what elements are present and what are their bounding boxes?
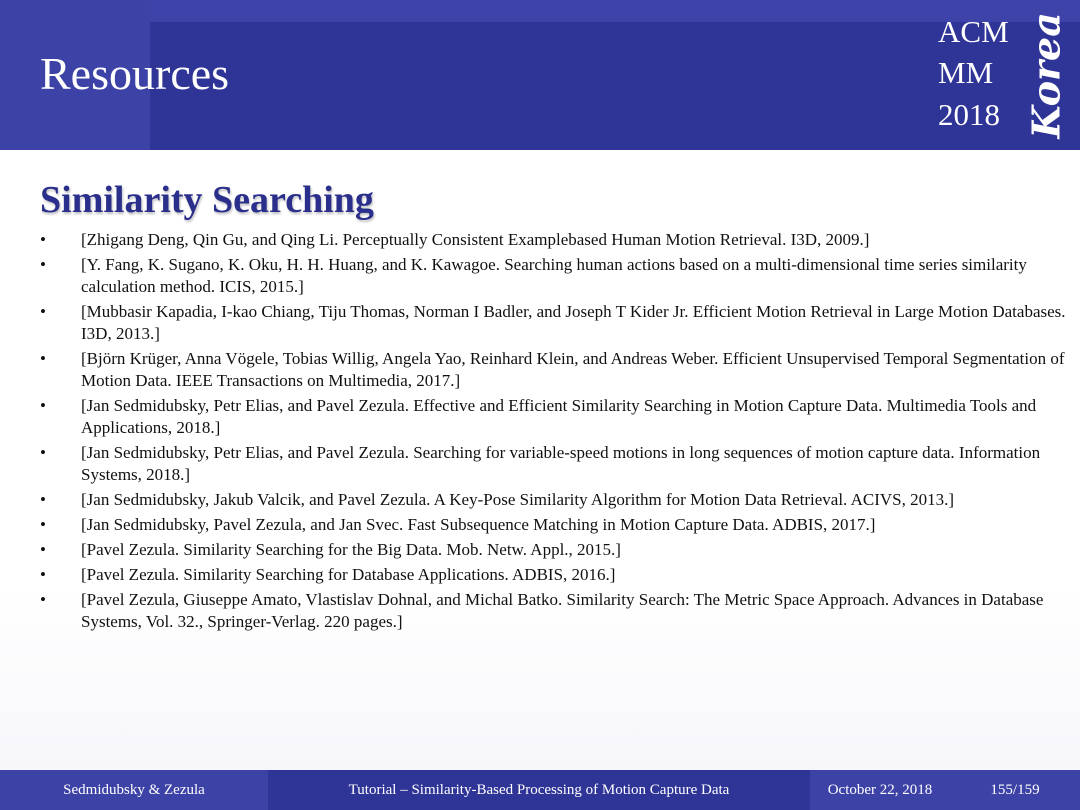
bullet-icon: • <box>40 255 46 274</box>
acm-mm-2018-korea-logo <box>938 14 1068 139</box>
reference-text: [Jan Sedmidubsky, Jakub Valcik, and Pavel Zezula. A Key-Pose Similarity Algorithm for Motion Data Retrieval. ACIVS, 2013.] <box>81 490 955 509</box>
reference-item <box>0 489 1080 511</box>
reference-item <box>0 564 1080 586</box>
section-heading: Similarity Searching <box>40 179 374 221</box>
reference-text: [Jan Sedmidubsky, Petr Elias, and Pavel Zezula. Searching for variable-speed motions in long sequences of motion capture data. Information Systems, 2018.] <box>81 443 1041 484</box>
footer-date: October 22, 2018 <box>810 770 950 810</box>
reference-text: [Y. Fang, K. Sugano, K. Oku, H. H. Huang, and K. Kawagoe. Searching human actions based on a multi-dimensional time series similarity calculation method. ICIS, 2015.] <box>81 255 1027 296</box>
bullet-icon: • <box>40 230 46 249</box>
reference-item <box>0 229 1080 251</box>
reference-text: [Pavel Zezula. Similarity Searching for Database Applications. ADBIS, 2016.] <box>81 565 616 584</box>
reference-text: [Zhigang Deng, Qin Gu, and Qing Li. Perceptually Consistent Examplebased Human Motion Retrieval. I3D, 2009.] <box>81 230 870 249</box>
reference-item <box>0 348 1080 392</box>
bullet-icon: • <box>40 302 46 321</box>
bullet-icon: • <box>40 515 46 534</box>
reference-text: [Jan Sedmidubsky, Pavel Zezula, and Jan Svec. Fast Subsequence Matching in Motion Capture Data. ADBIS, 2017.] <box>81 515 876 534</box>
reference-text: [Björn Krüger, Anna Vögele, Tobias Willig, Angela Yao, Reinhard Klein, and Andreas Weber. Efficient Unsupervised Temporal Segmentation of Motion Data. IEEE Transactions on Multimedia, 2017.] <box>81 349 1065 390</box>
logo-line-year: 2018 <box>938 97 1000 132</box>
slide-footer <box>0 770 1080 810</box>
bullet-icon: • <box>40 565 46 584</box>
slide-title: Resources <box>40 48 230 99</box>
footer-authors: Sedmidubsky & Zezula <box>0 770 268 810</box>
bullet-icon: • <box>40 349 46 368</box>
header-top-strip <box>0 0 1080 22</box>
reference-item <box>0 514 1080 536</box>
reference-list <box>0 229 1080 636</box>
slide-header <box>0 0 1080 150</box>
logo-line-mm: MM <box>938 55 994 90</box>
reference-item <box>0 442 1080 486</box>
logo-script-korea: Korea <box>1023 12 1069 139</box>
footer-page-number: 155/159 <box>950 770 1080 810</box>
bullet-icon: • <box>40 490 46 509</box>
logo-line-acm: ACM <box>938 14 1009 49</box>
bullet-icon: • <box>40 396 46 415</box>
footer-tutorial-title: Tutorial – Similarity-Based Processing of Motion Capture Data <box>348 782 730 798</box>
reference-text: [Jan Sedmidubsky, Petr Elias, and Pavel Zezula. Effective and Efficient Similarity Searching in Motion Capture Data. Multimedia Tools and Applications, 2018.] <box>81 396 1037 437</box>
bullet-icon: • <box>40 540 46 559</box>
bullet-icon: • <box>40 443 46 462</box>
reference-item <box>0 589 1080 633</box>
reference-text: [Pavel Zezula, Giuseppe Amato, Vlastislav Dohnal, and Michal Batko. Similarity Search: The Metric Space Approach. Advances in Database Systems, Vol. 32., Springer-Verlag. 220 pages.] <box>81 590 1044 631</box>
bullet-icon: • <box>40 590 46 609</box>
reference-text: [Pavel Zezula. Similarity Searching for the Big Data. Mob. Netw. Appl., 2015.] <box>81 540 621 559</box>
reference-item <box>0 301 1080 345</box>
reference-text: [Mubbasir Kapadia, I-kao Chiang, Tiju Thomas, Norman I Badler, and Joseph T Kider Jr. Efficient Motion Retrieval in Large Motion Databases. I3D, 2013.] <box>81 302 1066 343</box>
reference-item <box>0 539 1080 561</box>
reference-item <box>0 254 1080 298</box>
reference-item <box>0 395 1080 439</box>
